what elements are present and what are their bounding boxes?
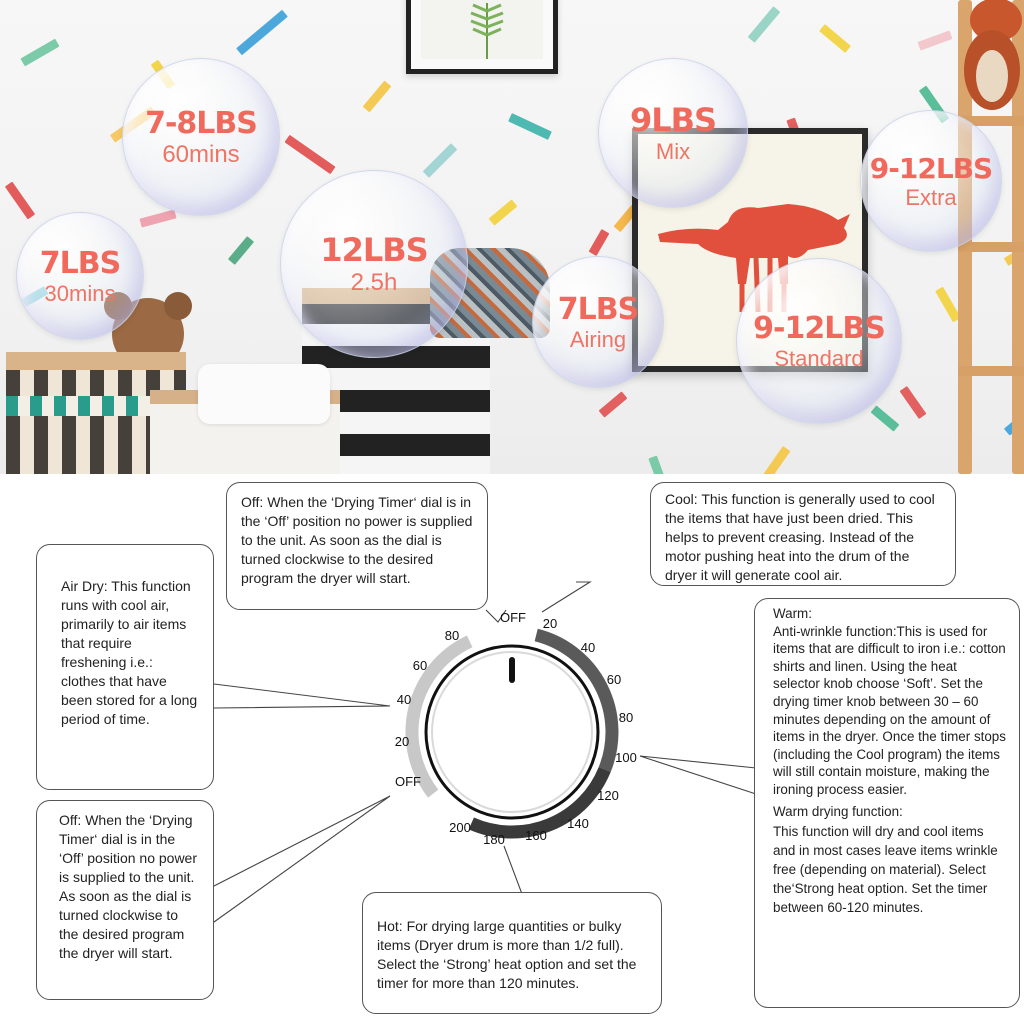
scale-label-right-140: 140 — [567, 816, 589, 831]
scale-label-right-200: 200 — [449, 820, 471, 835]
scale-label-right-20: 20 — [542, 616, 558, 631]
confetti-piece — [748, 6, 781, 42]
confetti-piece — [363, 81, 392, 113]
bubble-weight: 7LBS — [557, 291, 639, 327]
scale-label-right-160: 160 — [525, 828, 547, 843]
fern-picture-frame — [406, 0, 558, 74]
callout-cool — [650, 482, 956, 586]
confetti-piece — [284, 135, 335, 174]
confetti-piece — [819, 24, 851, 53]
scale-label-right-80: 80 — [618, 710, 634, 725]
confetti-piece — [599, 391, 628, 417]
bubble-9lbs-mix — [598, 58, 748, 208]
callout-warm-drying-text: This function will dry and cool items and in most cases leave items wrinkle free (depending on material). Select the‘Strong heat option. Set the timer between 60-120 minutes. — [773, 824, 998, 916]
confetti-piece — [871, 405, 900, 431]
callout-off-top — [226, 482, 488, 610]
confetti-piece — [764, 446, 791, 474]
scale-label-off-top: OFF — [500, 610, 526, 625]
bubble-weight: 12LBS — [320, 231, 428, 269]
callout-cool-text: Cool: This function is generally used to cool the items that have just been dried. This helps to prevent creasing. Instead of the motor pushing heat into the drum of the dryer it will generate cool air. — [665, 491, 935, 583]
bubble-time: 30mins — [44, 280, 116, 306]
bubble-time: Airing — [569, 326, 627, 352]
bubble-9-12lbs-extra — [860, 110, 1002, 252]
callout-off-left — [36, 800, 214, 1000]
confetti-piece — [508, 113, 552, 140]
bubble-weight: 7-8LBS — [145, 105, 257, 141]
scale-label-left-80: 80 — [444, 628, 460, 643]
confetti-piece — [236, 10, 288, 55]
photo-scene — [0, 0, 1024, 474]
ladder-rung — [958, 242, 1024, 252]
connector-cool — [542, 582, 590, 612]
scale-label-right-60: 60 — [606, 672, 622, 687]
callout-air-dry — [36, 544, 214, 790]
white-cushion — [198, 364, 330, 424]
bubble-9-12lbs-standard — [736, 258, 902, 424]
scale-label-right-120: 120 — [597, 788, 619, 803]
bubble-time: Standard — [774, 345, 864, 371]
bubble-weight: 9-12LBS — [753, 310, 885, 346]
confetti-piece — [589, 229, 610, 256]
scale-label-off-left: OFF — [395, 774, 421, 789]
bubble-7-8lbs-60mins — [122, 58, 280, 216]
callout-off-top-text: Off: When the ‘Drying Timer‘ dial is in the ‘Off’ position no power is supplied to the unit. As soon as the dial is turned clockwise to the desired program the dryer will start. — [241, 494, 473, 586]
scale-label-right-100: 100 — [615, 750, 637, 765]
callout-warm-drying-title: Warm drying function: — [773, 803, 903, 819]
callout-off-left-text: Off: When the ‘Drying Timer‘ dial is in the ‘Off’ position no power is supplied to the unit. As soon as the dial is turned clockwise to the desired program the dryer will start. — [59, 812, 197, 961]
fox-toy — [952, 0, 1024, 120]
bubble-time: 60mins — [162, 140, 240, 168]
confetti-piece — [900, 386, 927, 419]
callout-hot-text: Hot: For drying large quantities or bulky items (Dryer drum is more than 1/2 full). Select the ‘Strong’ heat option and set the timer for more than 120 minutes. — [377, 918, 637, 991]
bubble-7lbs-30mins — [16, 212, 144, 340]
bubble-time: Mix — [655, 139, 691, 164]
connector-hot — [504, 846, 522, 894]
confetti-piece — [648, 456, 663, 474]
scale-label-left-20: 20 — [394, 734, 410, 749]
callout-warm-title: Warm: — [773, 606, 812, 621]
scale-label-right-180: 180 — [483, 832, 505, 847]
confetti-piece — [20, 39, 59, 67]
connector-warm — [640, 756, 756, 794]
confetti-piece — [228, 236, 254, 265]
bubble-12lbs-2-5h — [280, 170, 468, 358]
bubble-time: Extra — [905, 184, 957, 210]
callout-air-dry-text: Air Dry: This function runs with cool air, primarily to air items that require freshening i.e.: clothes that have been stored for a long period of time. — [61, 578, 198, 727]
bubble-7lbs-airing — [532, 256, 664, 388]
bubble-weight: 9-12LBS — [869, 151, 993, 185]
bubble-time: 2.5h — [350, 269, 398, 296]
bubble-weight: 9LBS — [629, 101, 717, 139]
callout-warm — [754, 598, 1020, 1008]
confetti-piece — [5, 182, 35, 220]
callout-warm-anti-wrinkle: Anti-wrinkle function:This is used for items that are difficult to iron i.e.: cotton shirts and linen. Using the heat selector knob choose ‘Soft’. Set the drying timer knob between 30 – 60 minutes depending on the amount of items in the dryer. Once the timer stops (including the Cool program) the items will still contain moisture, making the ironing process easier. — [773, 623, 1006, 797]
scale-label-right-40: 40 — [580, 640, 596, 655]
callout-hot — [362, 892, 662, 1014]
connector-air-dry — [214, 684, 390, 708]
confetti-piece — [423, 143, 458, 178]
confetti-piece — [917, 30, 952, 50]
confetti-piece — [489, 199, 518, 225]
bubble-weight: 7LBS — [39, 245, 121, 281]
scale-label-left-60: 60 — [412, 658, 428, 673]
scale-label-left-40: 40 — [396, 692, 412, 707]
confetti-piece — [139, 209, 176, 227]
ladder-rung — [958, 366, 1024, 376]
